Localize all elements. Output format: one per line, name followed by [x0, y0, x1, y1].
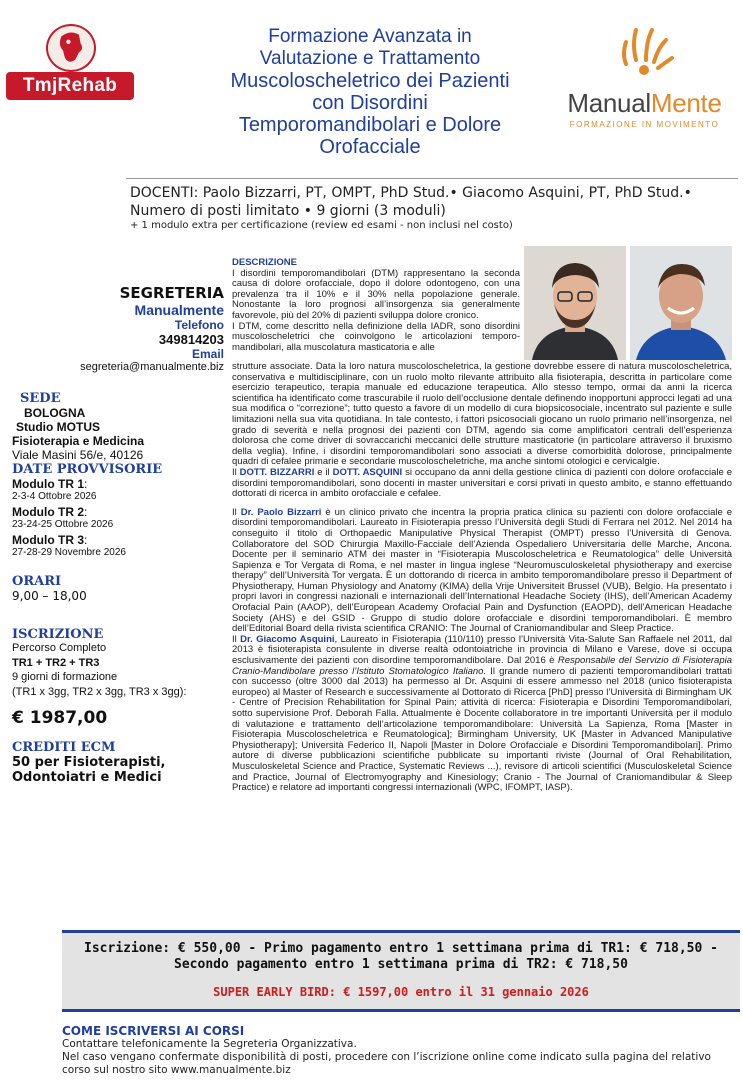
orari-heading: ORARI — [12, 574, 62, 589]
description-p2b: strutture associate. Data la loro natura muscoloscheletrica, la gestione dovrebbe essere di natura muscoloscheletrica, conservativa e multidisciplinare, con un ruolo molto rilevante attribuito alla fisioterapia, descritta in particolare come esercizio terapeutico, terapia manuale ed educazione terapeutica. Allo stesso tempo, ormai da anni la ricerca scientifica ha identificato come trascurabile il ruolo dell’occlusione dentale definendo inopportuni approcci legati ad una sua modifica o “correzione”; tutto questo a favore di un modello di cura biopsicosociale, incentrato sul paziente e sulle limitazioni nella sua vita quotidiana. In tale contesto, i fattori psicosociali giocano un ruolo primario nell’insorgenza, nel grado di severità e nella prognosi dei pazienti con DTM, agendo sia come amplificatori centrali dell’esperienza dolorosa che come driver di sovraccarichi meccanici delle strutture masticatorie (in particolare attraverso il bruxismo della veglia). Infine, i disordini temporomandibolari sono associati a diverse comorbidità dolorose, principalmente quadri di cefalee primarie e secondarie muscoloscheletriche, ma anche sintomi otologici e cervicalgie. — [232, 361, 732, 468]
tmjrehab-wordmark: TmjRehab — [6, 72, 134, 100]
ecm-heading: CREDITI ECM — [12, 740, 116, 755]
module-1-label: Modulo TR 1: — [12, 477, 88, 491]
iscrizione-price: € 1987,00 — [12, 708, 108, 728]
howto-heading: COME ISCRIVERSI AI CORSI — [62, 1024, 245, 1038]
course-title — [150, 26, 590, 158]
title-line-3: Muscoloscheletrico dei Pazienti — [230, 70, 510, 92]
teachers-line: DOCENTI: Paolo Bizzarri, PT, OMPT, PhD Stud.• Giacomo Asquini, PT, PhD Stud.• Numero di posti limitato • 9 giorni (3 moduli) — [130, 185, 692, 219]
iscrizione-days: 9 giorni di formazione — [12, 671, 118, 683]
bio-asquini: Il Dr. Giacomo Asquini, Laureato in Fisioterapia (110/110) presso l’Università Vita-Salute San Raffaele nel 2011, dal 2013 è fisioterapista consulente in diverse realtà odontoiatriche in provincia di Milano e Varese, dove si occupa esclusivamente dei pazienti con disordine temporomandibolare. Dal 2016 è Responsabile del Servizio di Fisioterapia Cranio-Mandibolare presso l’Istituto Stomatologico Italiano. Il grande numero di pazienti temporomandibolari trattati con successo (oltre 3000 dal 2013) ha permesso al Dr. Asquini di essere ammesso nel 2018 (unico fisioterapista europeo) al Master of Research e successivamente al Dottorato di Ricerca [PhD] presso l’Università di Birmingham UK - Centre of Precision Rehabilitation for Spinal Pain; attività di ricerca: Fisioterapia e Disordini Temporomandibolari, sotto supervisione Prof. Deborah Falla. Attualmente è Docente collaboratore in tre importanti Università per il modulo di valutazione e trattamento dell’articolazione temporomandibolare: Università La Sapienza, Roma [Master in Fisioterapia Muscoloscheletrica e Reumatologica]; Birmingham University, UK [Master in Advanced Manipulative Physiotherapy]; Università Federico II, Napoli [Master in Dolore Orofacciale e Disordini Temporomandibolari]. Primo autore di diverse pubblicazioni scientifiche pubblicate su importanti riviste (Journal of Oral Rehabilitation, Musculoskeletal Science and Practice, Systematic Reviews ...), revisore di articoli scientifici (Musculoskeletal Science and Practice, Journal of Electromyography and Kinesiology; Cranio - The Journal of Craniomandibular & Sleep Practice) e relatore ad importanti congressi internazionali (WPC, IFOMPT, IASP). — [232, 633, 733, 794]
sede-heading: SEDE — [20, 391, 61, 406]
title-line-4: con Disordini — [312, 92, 428, 114]
module-2-label: Modulo TR 2: — [12, 505, 88, 519]
module-3-dates: 27-28-29 Novembre 2026 — [12, 547, 126, 558]
early-bird-offer: SUPER EARLY BIRD: € 1597,00 entro il 31 gennaio 2026 — [213, 985, 589, 999]
title-line-1: Formazione Avanzata in — [268, 26, 472, 47]
header-divider — [126, 178, 738, 179]
description-p2a: I DTM, come descritto nella definizione della IADR, sono disordini muscoloscheletrici che coinvolgono le articolazioni temporo-mandibolari, alla muscolatura masticatoria e alle — [232, 320, 520, 353]
description-p1: I disordini temporomandibolari (DTM) rappresentano la seconda causa di dolore orofacciale, dopo il dolore odontogeno, con una prevalenza tra il 10% e il 30% nella popolazione generale. Nonostante la loro prognosi all’insorgenza sia generalmente favorevole, più del 20% di pazienti sviluppa dolore cronico. — [232, 267, 520, 321]
howto-section — [62, 1024, 740, 1077]
module-1-dates: 2-3-4 Ottobre 2026 — [12, 491, 97, 502]
extra-module-note: + 1 modulo extra per certificazione (review ed esami - non inclusi nel costo) — [130, 220, 513, 231]
iscrizione-heading: ISCRIZIONE — [12, 627, 104, 642]
title-line-5: Temporomandibolari e Dolore — [238, 114, 502, 136]
module-3-label: Modulo TR 3: — [12, 533, 88, 547]
manualmente-tagline: FORMAZIONE IN MOVIMENTO — [569, 120, 720, 129]
hand-icon — [614, 24, 674, 82]
iscrizione-percorso: Percorso Completo — [12, 642, 107, 654]
bio-bizzarri: Il Dr. Paolo Bizzarri è un clinico privato che incentra la propria pratica clinica su pazienti con dolore orofacciale e disordini temporomandibolari. Laureato in Fisioterapia presso l’Università degli Studi di Ferrara nel 2012. Nel 2014 ha conseguito il titolo di Orthopaedic Manipulative Physical Therapist (OMPT) presso l’Università di Genova. Collaboratore del SOD Chirurgia Maxillo-Facciale dell’Azienda Ospedaliero Universitaria delle Marche, Ancona. Docente per il seminario ATM dei master in “Fisioterapia Muscoloscheletrica e Reumatologica” delle Università Sapienza e Tor Vergata di Roma, e nel master in lingua inglese “Neuromusculoskeletal physiotherapy and exercise therapy” dell’Università Tor vergata. È un dottorando di ricerca in ambito temporomandibolare presso il Department of Physiotherapy, Human Physiology and Anatomy (KIMA) della Vrije Universiteit Brussel (VUB), Belgio. Ha presentato i propri lavori in congressi nazionali e internazionali dell’International Headache Society (IHS), dell’American Academy Orofacial Pain (AAOP), dell’European Academy Orofacial Pain and Dysfunction (EAOPD), dell’American Headache Society (AHS) e del GSID - Gruppo di studio dolore orofacciale e disordini temporomandibolari. È membro dell’Editorial Board della rivista scientifica CRANIO: The Journal of Craniomandibular and Sleep Practice. — [232, 506, 733, 635]
description-continued — [232, 362, 732, 794]
ecm-text: 50 per Fisioterapisti, Odontoiatri e Medici — [12, 755, 166, 785]
orari-value: 9,00 – 18,00 — [12, 589, 87, 603]
iscrizione-modules: TR1 + TR2 + TR3 — [12, 657, 100, 669]
pricing-box — [62, 930, 740, 1012]
howto-line-1: Contattare telefonicamente la Segreteria Organizzativa. — [62, 1038, 357, 1050]
phone-label: Telefono — [174, 318, 224, 332]
description-section — [232, 258, 520, 353]
description-heading: DESCRIZIONE — [232, 257, 297, 268]
howto-line-2: Nel caso vengano confermate disponibilità di posti, procedere con l’iscrizione online come indicato sulla pagina del relativo corso sul nostro sito www.manualmente.biz — [62, 1051, 711, 1076]
manualmente-wordmark: ManualMente — [567, 88, 722, 118]
dates-heading: DATE PROVVISORIE — [12, 462, 163, 477]
tmjrehab-logo — [6, 22, 134, 100]
photo-asquini — [630, 246, 732, 360]
manualmente-logo — [552, 24, 737, 134]
photo-bizzarri — [524, 246, 626, 360]
sede-address: Viale Masini 56/e, 40126 — [12, 448, 144, 462]
phone-number[interactable]: 349814203 — [158, 332, 224, 347]
sede-studio: Studio MOTUS — [16, 420, 100, 434]
pricing-line-1: Iscrizione: € 550,00 - Primo pagamento entro 1 settimana prima di TR1: € 718,50 - — [84, 941, 718, 956]
segreteria-heading: SEGRETERIA — [119, 284, 224, 302]
tmjrehab-jaw-icon — [46, 24, 96, 72]
description-p3: Il DOTT. BIZZARRI e il DOTT. ASQUINI si occupano da anni della gestione clinica di pazienti con dolore orofacciale e disordini temporomandibolari, sono docenti in master universitari e corsi privati in questo ambito, e stanno effettuando dottorati di ricerca in ambito orofacciale e cefalee. — [232, 466, 732, 500]
sede-city: BOLOGNA — [24, 406, 86, 420]
sede-subtitle: Fisioterapia e Medicina — [12, 434, 145, 448]
pricing-line-2: Secondo pagamento entro 1 settimana prima di TR2: € 718,50 — [174, 957, 628, 972]
title-line-6: Orofacciale — [319, 136, 421, 158]
iscrizione-detail: (TR1 x 3gg, TR2 x 3gg, TR3 x 3gg): — [12, 686, 187, 698]
title-line-2: Valutazione e Trattamento — [259, 48, 481, 69]
module-2-dates: 23-24-25 Ottobre 2026 — [12, 519, 114, 530]
sidebar — [10, 284, 224, 785]
email-label: Email — [191, 347, 224, 361]
email-address[interactable]: segreteria@manualmente.biz — [80, 361, 224, 373]
segreteria-name: Manualmente — [134, 302, 224, 318]
